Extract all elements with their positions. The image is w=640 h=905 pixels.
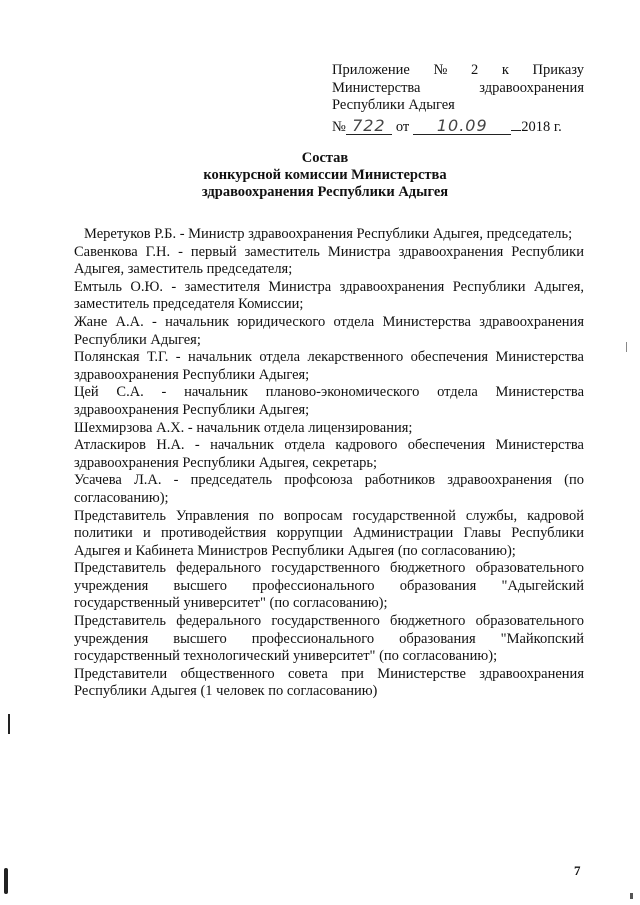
- appendix-line-3: Республики Адыгея: [332, 97, 455, 113]
- appendix-number: 2: [470, 62, 479, 78]
- member-item: Представитель Управления по вопросам государственной службы, кадровой политики и противодействия коррупции Администрации Главы Республики Адыгея и Кабинета Министров Республики Адыгея (по согласованию);: [74, 507, 584, 559]
- scan-mark: [8, 714, 10, 734]
- commission-members-list: [74, 226, 584, 701]
- preposition-k: к: [501, 62, 509, 78]
- handwritten-order-number: 722: [346, 118, 392, 135]
- number-sign: №: [433, 62, 448, 78]
- member-item: Представитель федерального государственного бюджетного образовательного учреждения высшего профессионального образования "Адыгейский государственный университет" (по согласованию);: [74, 560, 584, 612]
- member-item: Меретуков Р.Б. - Министр здравоохранения Республики Адыгея, председатель;: [84, 226, 573, 242]
- member-item: Атласкиров Н.А. - начальник отдела кадрового обеспечения Министерства здравоохранения Республики Адыгея, секретарь;: [74, 437, 584, 471]
- member-item: Савенкова Г.Н. - первый заместитель Министра здравоохранения Республики Адыгея, заместитель председателя;: [74, 243, 584, 278]
- scan-mark: [626, 342, 627, 352]
- date-underline: [511, 116, 521, 131]
- order-word: Приказу: [532, 62, 584, 78]
- document-title: [130, 150, 520, 201]
- member-item: Представители общественного совета при Министерстве здравоохранения Республики Адыгея (1 человек по согласованию): [74, 665, 584, 700]
- member-item: Емтыль О.Ю. - заместителя Министра здравоохранения Республики Адыгея, заместитель председателя Комиссии;: [74, 278, 584, 313]
- member-item: Полянская Т.Г. - начальник отдела лекарственного обеспечения Министерства здравоохранения Республики Адыгея;: [74, 349, 584, 383]
- scan-mark: [630, 893, 633, 899]
- member-item: Представитель федерального государственного бюджетного образовательного учреждения высшего профессионального образования "Майкопский государственный технологический университет" (по согласованию);: [74, 613, 584, 665]
- handwritten-order-date: 10.09: [413, 118, 511, 135]
- from-word: от: [395, 118, 410, 135]
- appendix-word: Приложение: [332, 62, 410, 78]
- appendix-header: [332, 62, 584, 136]
- appendix-line-1: [332, 62, 584, 80]
- health-word: здравоохранения: [479, 79, 584, 96]
- page-number: 7: [574, 863, 581, 878]
- title-line-2: конкурсной комиссии Министерства: [203, 167, 447, 183]
- ministry-word: Министерства: [332, 79, 421, 96]
- order-no-prefix: №: [332, 118, 346, 135]
- member-item: Усачева Л.А. - председатель профсоюза работников здравоохранения (по согласованию);: [74, 472, 584, 506]
- order-year: 2018 г.: [521, 118, 562, 135]
- title-line-3: здравоохранения Республики Адыгея: [201, 184, 449, 200]
- title-line-1: Состав: [301, 150, 349, 166]
- member-item: Цей С.А. - начальник планово-экономического отдела Министерства здравоохранения Республики Адыгея;: [74, 384, 584, 418]
- member-item: Шехмирзова А.Х. - начальник отдела лицензирования;: [74, 419, 413, 436]
- appendix-line-2: [332, 80, 584, 98]
- member-item: Жане А.А. - начальник юридического отдела Министерства здравоохранения Республики Адыгея;: [74, 313, 584, 348]
- scan-mark: [4, 868, 8, 894]
- appendix-order-ref: [332, 116, 584, 137]
